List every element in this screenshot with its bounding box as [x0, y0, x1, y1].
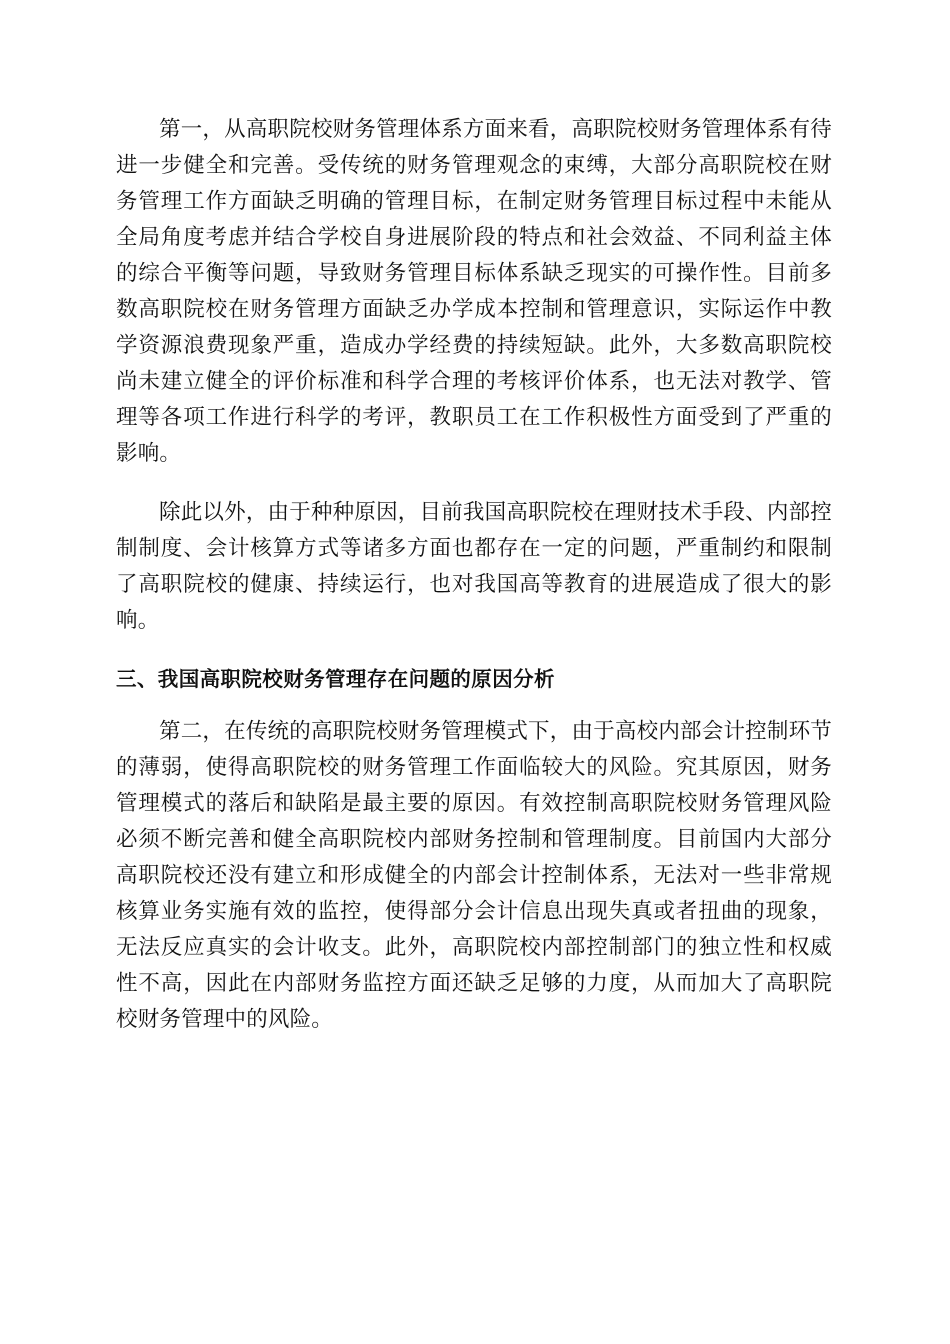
paragraph-management-model: 第二，在传统的高职院校财务管理模式下，由于高校内部会计控制环节的薄弱，使得高职院校的财务管理工作面临较大的风险。究其原因，财务管理模式的落后和缺陷是最主要的原因。有效控制高职院校财务管理风险必须不断完善和健全高职院校内部财务控制和管理制度。目前国内大部分高职院校还没有建立和形成健全的内部会计控制体系，无法对一些非常规核算业务实施有效的监控，使得部分会计信息出现失真或者扭曲的现象，无法反应真实的会计收支。此外，高职院校内部控制部门的独立性和权威性不高，因此在内部财务监控方面还缺乏足够的力度，从而加大了高职院校财务管理中的风险。 [116, 719, 832, 1032]
paragraph-other-issues: 除此以外，由于种种原因，目前我国高职院校在理财技术手段、内部控制制度、会计核算方式等诸多方面也都存在一定的问题，严重制约和限制了高职院校的健康、持续运行，也对我国高等教育的进展造成了很大的影响。 [116, 500, 832, 633]
paragraph-financial-system: 第一，从高职院校财务管理体系方面来看，高职院校财务管理体系有待进一步健全和完善。受传统的财务管理观念的束缚，大部分高职院校在财务管理工作方面缺乏明确的管理目标，在制定财务管理目标过程中未能从全局角度考虑并结合学校自身进展阶段的特点和社会效益、不同利益主体的综合平衡等问题，导致财务管理目标体系缺乏现实的可操作性。目前多数高职院校在财务管理方面缺乏办学成本控制和管理意识，实际运作中教学资源浪费现象严重，造成办学经费的持续短缺。此外，大多数高职院校尚未建立健全的评价标准和科学合理的考核评价体系，也无法对教学、管理等各项工作进行科学的考评，教职员工在工作积极性方面受到了严重的影响。 [116, 117, 832, 466]
document-body [116, 112, 832, 1038]
section-heading-cause-analysis: 三、我国高职院校财务管理存在问题的原因分析 [116, 667, 555, 691]
